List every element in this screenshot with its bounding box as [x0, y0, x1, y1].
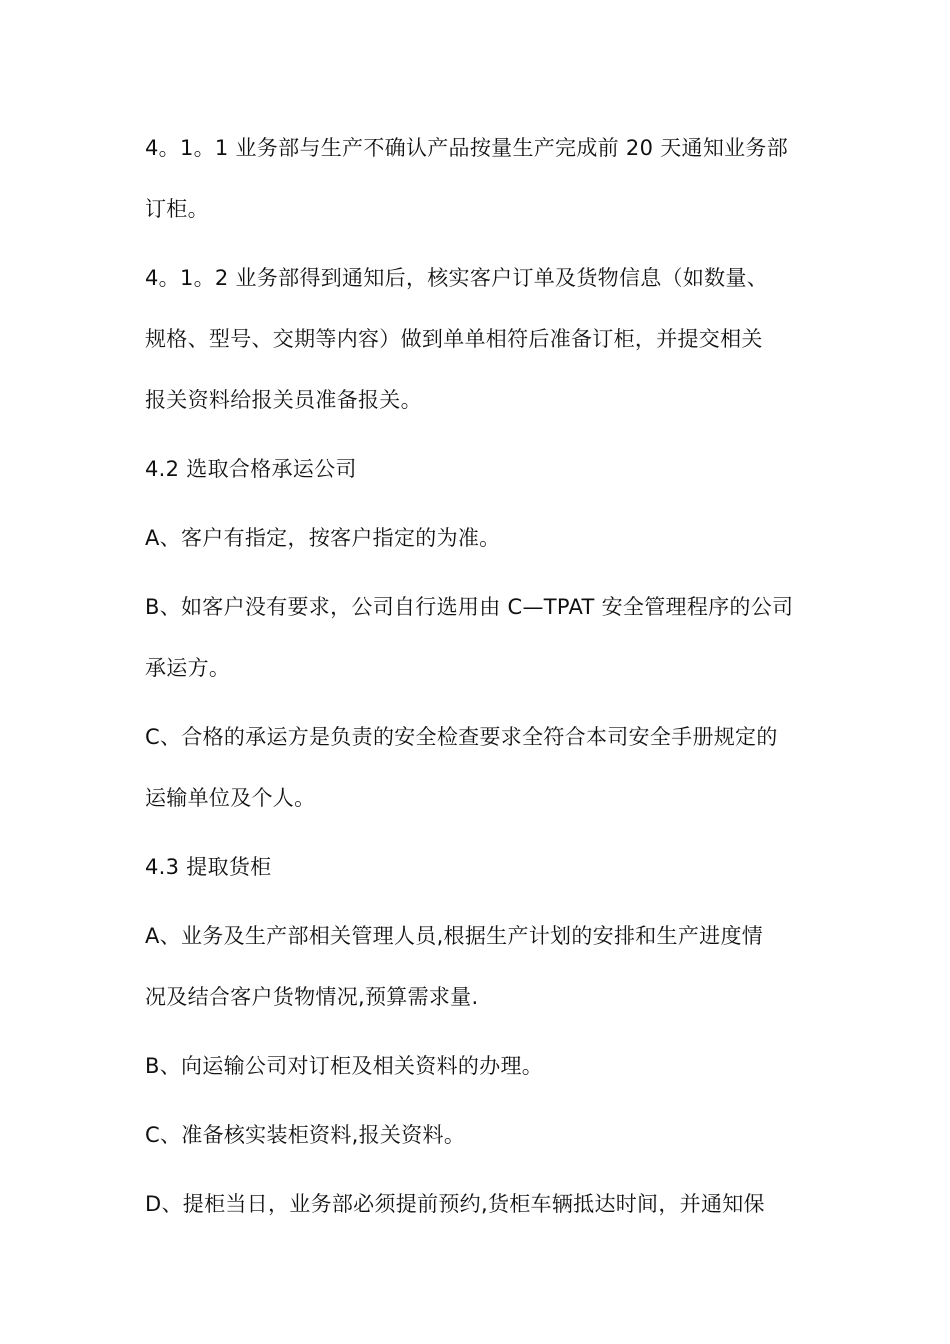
section-heading: 4.2 选取合格承运公司 [145, 457, 357, 481]
list-item-a [145, 508, 810, 569]
document-body [145, 118, 810, 1243]
list-item-d-4-3 [145, 1174, 810, 1235]
list-item-a-4-3 [145, 906, 810, 1028]
paragraph-4-1-1 [145, 118, 810, 240]
section-heading-4-2 [145, 439, 810, 500]
text-line: 承运方。 [145, 656, 231, 680]
section-heading-4-3 [145, 837, 810, 898]
text-line: D、提柜当日，业务部必须提前预约,货柜车辆抵达时间，并通知保 [145, 1192, 765, 1216]
list-item-b [145, 577, 810, 699]
list-item-c-4-3 [145, 1105, 810, 1166]
text-line: 规格、型号、交期等内容）做到单单相符后准备订柜，并提交相关 [145, 327, 763, 351]
text-line: B、向运输公司对订柜及相关资料的办理。 [145, 1054, 544, 1078]
text-line: C、合格的承运方是负责的安全检查要求全符合本司安全手册规定的 [145, 725, 778, 749]
text-line: A、业务及生产部相关管理人员,根据生产计划的安排和生产进度情 [145, 924, 764, 948]
text-line: B、如客户没有要求，公司自行选用由 C—TPAT 安全管理程序的公司 [145, 595, 794, 619]
text-line: 4。1。1 业务部与生产不确认产品按量生产完成前 20 天通知业务部 [145, 136, 789, 160]
text-line: A、客户有指定，按客户指定的为准。 [145, 526, 501, 550]
text-line: C、准备核实装柜资料,报关资料。 [145, 1123, 466, 1147]
text-line: 报关资料给报关员准备报关。 [145, 388, 422, 412]
text-line: 订柜。 [145, 197, 209, 221]
list-item-b-4-3 [145, 1036, 810, 1097]
section-heading: 4.3 提取货柜 [145, 855, 272, 879]
paragraph-4-1-2 [145, 248, 810, 431]
list-item-c [145, 707, 810, 829]
text-line: 况及结合客户货物情况,预算需求量. [145, 985, 479, 1009]
text-line: 运输单位及个人。 [145, 786, 316, 810]
text-line: 4。1。2 业务部得到通知后，核实客户订单及货物信息（如数量、 [145, 266, 769, 290]
